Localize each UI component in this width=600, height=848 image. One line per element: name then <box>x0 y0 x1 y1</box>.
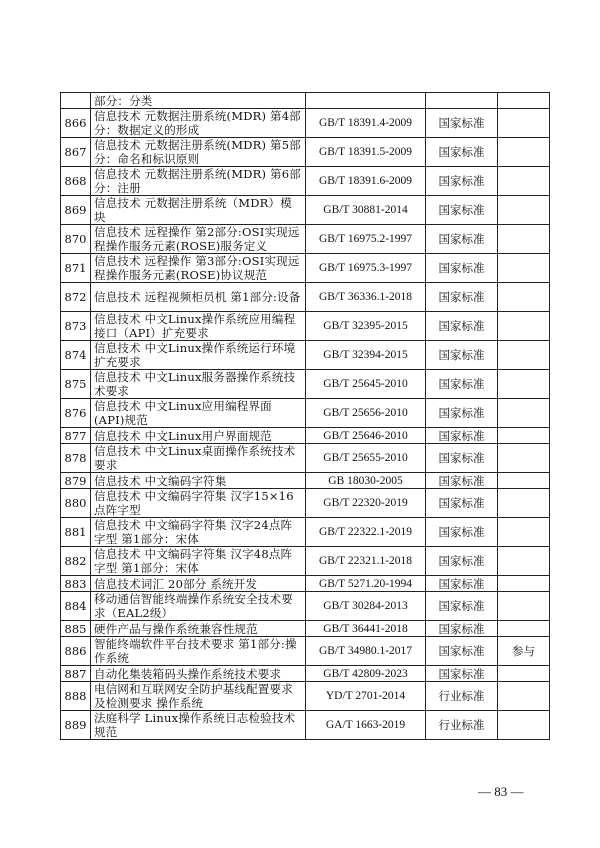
participation <box>498 196 550 225</box>
row-number: 887 <box>61 666 91 682</box>
standard-type: 国家标准 <box>426 666 498 682</box>
table-row <box>61 592 550 621</box>
standard-type <box>426 93 498 109</box>
standard-name: 信息技术词汇 20部分 系统开发 <box>91 576 306 592</box>
standard-type: 国家标准 <box>426 196 498 225</box>
standard-name: 信息技术 中文Linux操作系统应用编程接口（API）扩充要求 <box>91 312 306 341</box>
row-number: 867 <box>61 138 91 167</box>
standard-name: 信息技术 中文Linux服务器操作系统技术要求 <box>91 370 306 399</box>
standard-code: GA/T 1663-2019 <box>306 711 426 740</box>
standard-type: 国家标准 <box>426 592 498 621</box>
table-row <box>61 370 550 399</box>
participation <box>498 312 550 341</box>
participation <box>498 547 550 576</box>
standard-name: 信息技术 中文编码字符集 汉字48点阵字型 第1部分：宋体 <box>91 547 306 576</box>
participation <box>498 167 550 196</box>
standard-code: GB/T 5271.20-1994 <box>306 576 426 592</box>
standard-name: 信息技术 远程视频柜员机 第1部分:设备 <box>91 283 306 312</box>
table-row <box>61 666 550 682</box>
table-row <box>61 254 550 283</box>
table-row <box>61 489 550 518</box>
table-row <box>61 138 550 167</box>
participation <box>498 225 550 254</box>
row-number <box>61 93 91 109</box>
standard-name: 移动通信智能终端操作系统安全技术要求（EAL2级） <box>91 592 306 621</box>
row-number: 869 <box>61 196 91 225</box>
standard-name: 信息技术 中文编码字符集 <box>91 473 306 489</box>
table-row <box>61 167 550 196</box>
row-number: 870 <box>61 225 91 254</box>
standard-code: GB/T 22320-2019 <box>306 489 426 518</box>
participation <box>498 592 550 621</box>
participation <box>498 621 550 637</box>
standard-type: 国家标准 <box>426 428 498 444</box>
row-number: 883 <box>61 576 91 592</box>
standard-type: 国家标准 <box>426 576 498 592</box>
standard-code: GB/T 42809-2023 <box>306 666 426 682</box>
table-row <box>61 109 550 138</box>
standard-code: GB/T 18391.5-2009 <box>306 138 426 167</box>
standard-code: GB/T 34980.1-2017 <box>306 637 426 666</box>
table-row <box>61 637 550 666</box>
standard-name: 信息技术 元数据注册系统（MDR）模块 <box>91 196 306 225</box>
standard-name: 信息技术 元数据注册系统(MDR) 第6部分：注册 <box>91 167 306 196</box>
standard-type: 国家标准 <box>426 109 498 138</box>
standard-type: 国家标准 <box>426 341 498 370</box>
row-number: 872 <box>61 283 91 312</box>
standard-name: 电信网和互联网安全防护基线配置要求及检测要求 操作系统 <box>91 682 306 711</box>
standard-code: GB/T 22321.1-2018 <box>306 547 426 576</box>
standard-name: 信息技术 中文Linux操作系统运行环境扩充要求 <box>91 341 306 370</box>
standard-type: 国家标准 <box>426 444 498 473</box>
participation <box>498 399 550 428</box>
standard-code: GB/T 25645-2010 <box>306 370 426 399</box>
standards-table-body <box>61 93 550 740</box>
standard-name: 信息技术 中文编码字符集 汉字24点阵字型 第1部分：宋体 <box>91 518 306 547</box>
standard-code: GB/T 36441-2018 <box>306 621 426 637</box>
participation <box>498 682 550 711</box>
standard-code: GB/T 16975.2-1997 <box>306 225 426 254</box>
table-row <box>61 312 550 341</box>
standard-code: GB/T 25655-2010 <box>306 444 426 473</box>
standard-type: 国家标准 <box>426 637 498 666</box>
participation <box>498 254 550 283</box>
standard-type: 国家标准 <box>426 138 498 167</box>
row-number: 882 <box>61 547 91 576</box>
standard-type: 国家标准 <box>426 473 498 489</box>
participation <box>498 711 550 740</box>
participation <box>498 576 550 592</box>
row-number: 886 <box>61 637 91 666</box>
participation <box>498 518 550 547</box>
row-number: 875 <box>61 370 91 399</box>
standards-table <box>60 92 550 740</box>
row-number: 873 <box>61 312 91 341</box>
standard-name: 智能终端软件平台技术要求 第1部分:操作系统 <box>91 637 306 666</box>
standard-code: GB/T 25656-2010 <box>306 399 426 428</box>
participation <box>498 473 550 489</box>
table-row <box>61 428 550 444</box>
table-row <box>61 711 550 740</box>
table-row <box>61 196 550 225</box>
standard-type: 国家标准 <box>426 283 498 312</box>
standard-type: 国家标准 <box>426 547 498 576</box>
table-row <box>61 682 550 711</box>
standard-name: 硬件产品与操作系统兼容性规范 <box>91 621 306 637</box>
standard-type: 国家标准 <box>426 312 498 341</box>
standard-type: 国家标准 <box>426 621 498 637</box>
standard-name: 部分：分类 <box>91 93 306 109</box>
page-number: — 83 — <box>478 784 524 799</box>
standard-type: 国家标准 <box>426 518 498 547</box>
standard-code: GB/T 32395-2015 <box>306 312 426 341</box>
participation <box>498 428 550 444</box>
row-number: 876 <box>61 399 91 428</box>
participation <box>498 666 550 682</box>
table-row <box>61 621 550 637</box>
standard-type: 行业标准 <box>426 711 498 740</box>
row-number: 874 <box>61 341 91 370</box>
standard-type: 国家标准 <box>426 399 498 428</box>
table-row <box>61 444 550 473</box>
table-row <box>61 473 550 489</box>
row-number: 871 <box>61 254 91 283</box>
participation <box>498 444 550 473</box>
standard-code: GB/T 30881-2014 <box>306 196 426 225</box>
table-row <box>61 93 550 109</box>
row-number: 881 <box>61 518 91 547</box>
standard-type: 国家标准 <box>426 370 498 399</box>
standard-name: 信息技术 中文Linux桌面操作系统技术要求 <box>91 444 306 473</box>
standard-name: 信息技术 中文编码字符集 汉字15×16点阵字型 <box>91 489 306 518</box>
row-number: 889 <box>61 711 91 740</box>
standard-name: 信息技术 元数据注册系统(MDR) 第4部分：数据定义的形成 <box>91 109 306 138</box>
standard-name: 信息技术 元数据注册系统(MDR) 第5部分：命名和标识原则 <box>91 138 306 167</box>
row-number: 885 <box>61 621 91 637</box>
standard-code: YD/T 2701-2014 <box>306 682 426 711</box>
standard-name: 信息技术 远程操作 第2部分:OSI实现远程操作服务元素(ROSE)服务定义 <box>91 225 306 254</box>
row-number: 888 <box>61 682 91 711</box>
participation <box>498 370 550 399</box>
table-row <box>61 399 550 428</box>
row-number: 878 <box>61 444 91 473</box>
table-row <box>61 518 550 547</box>
standard-code: GB/T 30284-2013 <box>306 592 426 621</box>
standard-name: 信息技术 远程操作 第3部分:OSI实现远程操作服务元素(ROSE)协议规范 <box>91 254 306 283</box>
standard-code <box>306 93 426 109</box>
table-row <box>61 341 550 370</box>
row-number: 866 <box>61 109 91 138</box>
table-row <box>61 547 550 576</box>
participation <box>498 138 550 167</box>
row-number: 880 <box>61 489 91 518</box>
participation <box>498 109 550 138</box>
row-number: 879 <box>61 473 91 489</box>
standard-type: 国家标准 <box>426 167 498 196</box>
participation: 参与 <box>498 637 550 666</box>
participation <box>498 283 550 312</box>
standard-code: GB/T 16975.3-1997 <box>306 254 426 283</box>
standard-type: 国家标准 <box>426 254 498 283</box>
standard-type: 国家标准 <box>426 225 498 254</box>
standard-name: 自动化集装箱码头操作系统技术要求 <box>91 666 306 682</box>
standard-type: 行业标准 <box>426 682 498 711</box>
row-number: 868 <box>61 167 91 196</box>
standard-code: GB/T 22322.1-2019 <box>306 518 426 547</box>
standard-type: 国家标准 <box>426 489 498 518</box>
standard-code: GB/T 18391.6-2009 <box>306 167 426 196</box>
participation <box>498 341 550 370</box>
standard-code: GB/T 25646-2010 <box>306 428 426 444</box>
participation <box>498 489 550 518</box>
standard-code: GB/T 32394-2015 <box>306 341 426 370</box>
standard-name: 信息技术 中文Linux应用编程界面(API)规范 <box>91 399 306 428</box>
row-number: 877 <box>61 428 91 444</box>
standard-code: GB/T 18391.4-2009 <box>306 109 426 138</box>
row-number: 884 <box>61 592 91 621</box>
standard-name: 法庭科学 Linux操作系统日志检验技术规范 <box>91 711 306 740</box>
table-row <box>61 225 550 254</box>
standard-code: GB/T 36336.1-2018 <box>306 283 426 312</box>
table-row <box>61 576 550 592</box>
participation <box>498 93 550 109</box>
standard-name: 信息技术 中文Linux用户界面规范 <box>91 428 306 444</box>
table-row <box>61 283 550 312</box>
standard-code: GB 18030-2005 <box>306 473 426 489</box>
